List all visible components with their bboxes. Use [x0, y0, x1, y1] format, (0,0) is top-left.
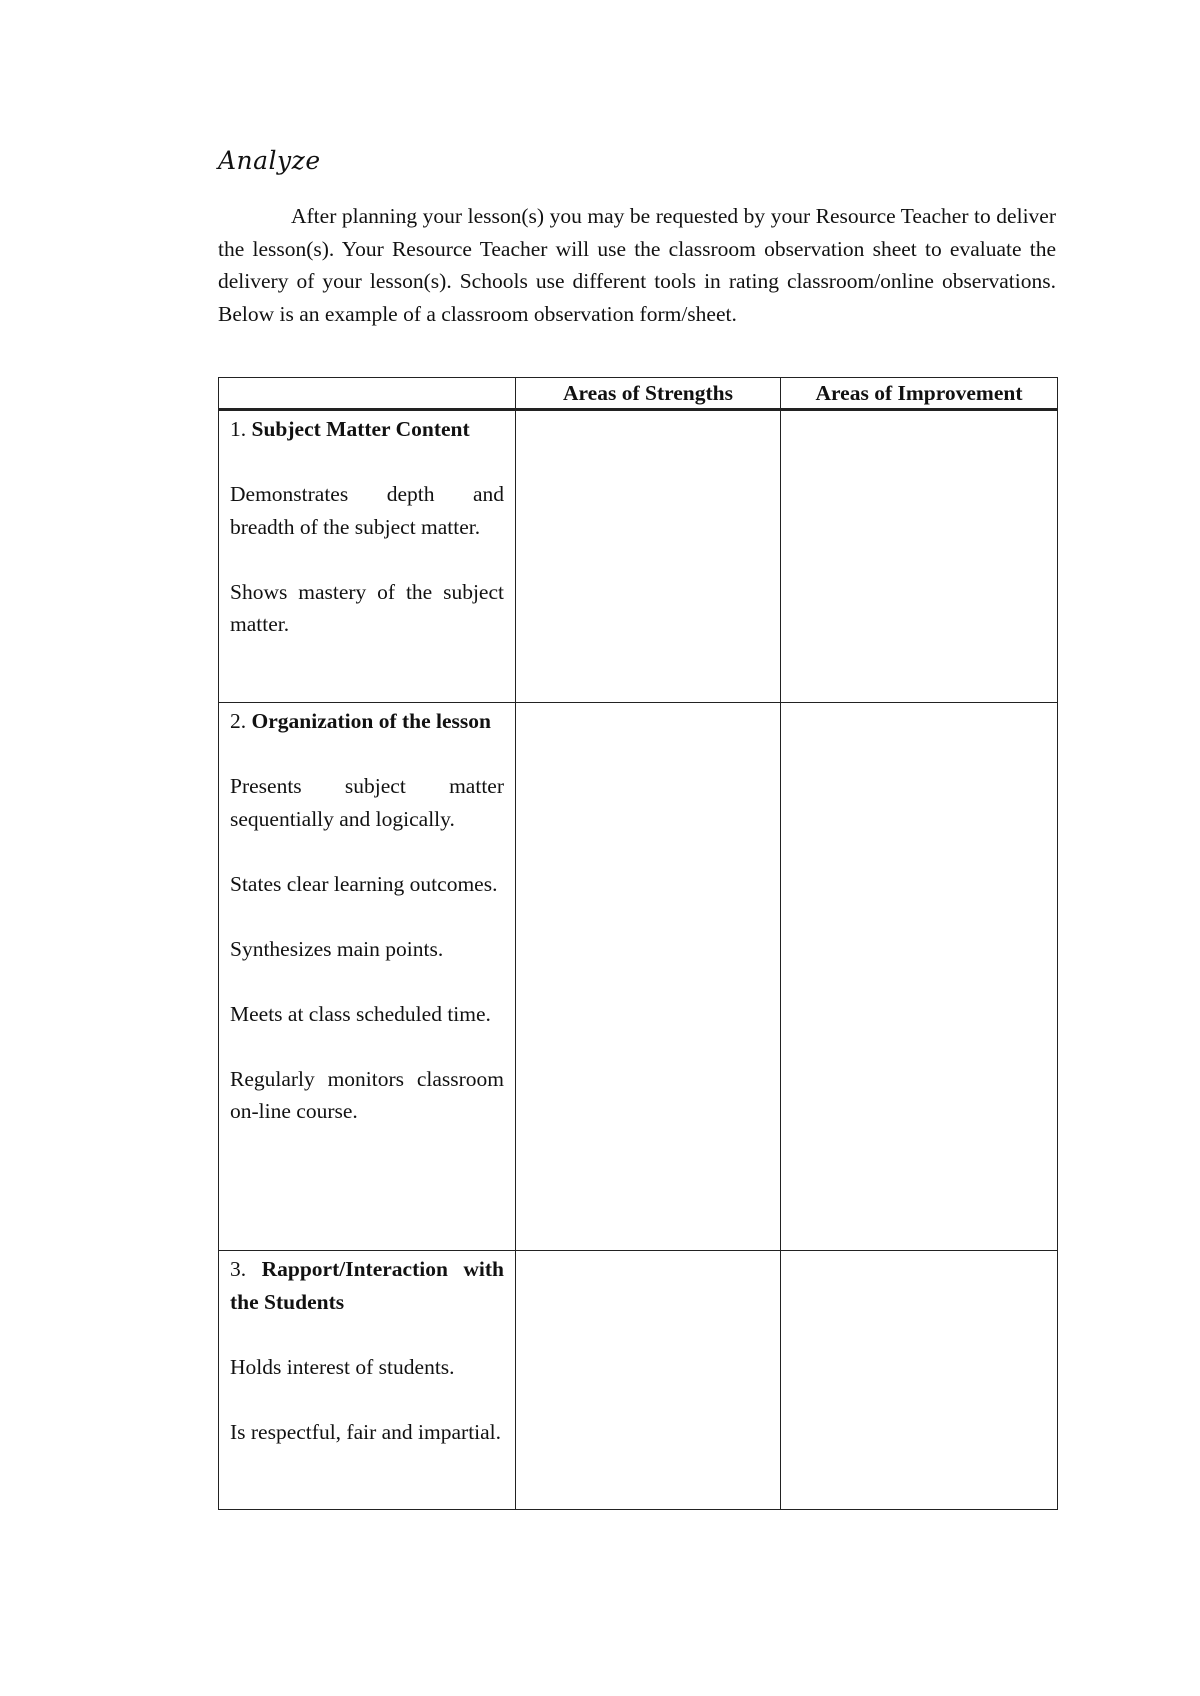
criteria-title: [230, 705, 504, 738]
header-strengths: Areas of Strengths: [516, 378, 781, 410]
criteria-item: States clear learning outcomes.: [230, 871, 498, 896]
criteria-item: Is respectful, fair and impartial.: [230, 1419, 502, 1444]
criteria-item: Presents subject matter sequentially and logically.: [230, 774, 504, 831]
criteria-item: Regularly monitors classroom on-line course.: [230, 1066, 504, 1123]
criteria-number: 1.: [230, 417, 247, 441]
criteria-title: [230, 413, 504, 446]
criteria-item: Holds interest of students.: [230, 1354, 455, 1379]
criteria-item: Synthesizes main points.: [230, 936, 444, 961]
criteria-cell: [219, 1251, 516, 1510]
section-heading: Analyze: [218, 146, 321, 175]
table-row: [219, 1251, 1058, 1510]
strengths-cell[interactable]: [516, 703, 781, 1251]
improvement-cell[interactable]: [781, 703, 1058, 1251]
criteria-number: 2.: [230, 709, 247, 733]
table-header-row: [219, 378, 1058, 410]
criteria-title: [230, 1253, 504, 1318]
table-row: [219, 703, 1058, 1251]
criteria-title-text: Rapport/Interaction with the Students: [230, 1257, 504, 1314]
strengths-cell[interactable]: [516, 410, 781, 703]
observation-table: [218, 377, 1058, 1510]
criteria-number: 3.: [230, 1257, 247, 1281]
criteria-title-text: Organization of the lesson: [251, 709, 491, 733]
criteria-item: Demonstrates depth and breadth of the subject matter.: [230, 482, 504, 539]
criteria-cell: [219, 410, 516, 703]
criteria-title-text: Subject Matter Content: [251, 417, 470, 441]
improvement-cell[interactable]: [781, 410, 1058, 703]
table-row: [219, 410, 1058, 703]
header-improvement: Areas of Improvement: [781, 378, 1058, 410]
intro-paragraph: After planning your lesson(s) you may be requested by your Resource Teacher to deliver the lesson(s). Your Resource Teacher will use the classroom observation sheet to evaluate the delivery of your lesson(s). Schools use different tools in rating classroom/online observations. Below is an example of a classroom observation form/sheet.: [218, 204, 1056, 326]
strengths-cell[interactable]: [516, 1251, 781, 1510]
improvement-cell[interactable]: [781, 1251, 1058, 1510]
criteria-item: Shows mastery of the subject matter.: [230, 579, 504, 636]
header-criteria: [219, 378, 516, 410]
criteria-item: Meets at class scheduled time.: [230, 1001, 491, 1026]
criteria-cell: [219, 703, 516, 1251]
